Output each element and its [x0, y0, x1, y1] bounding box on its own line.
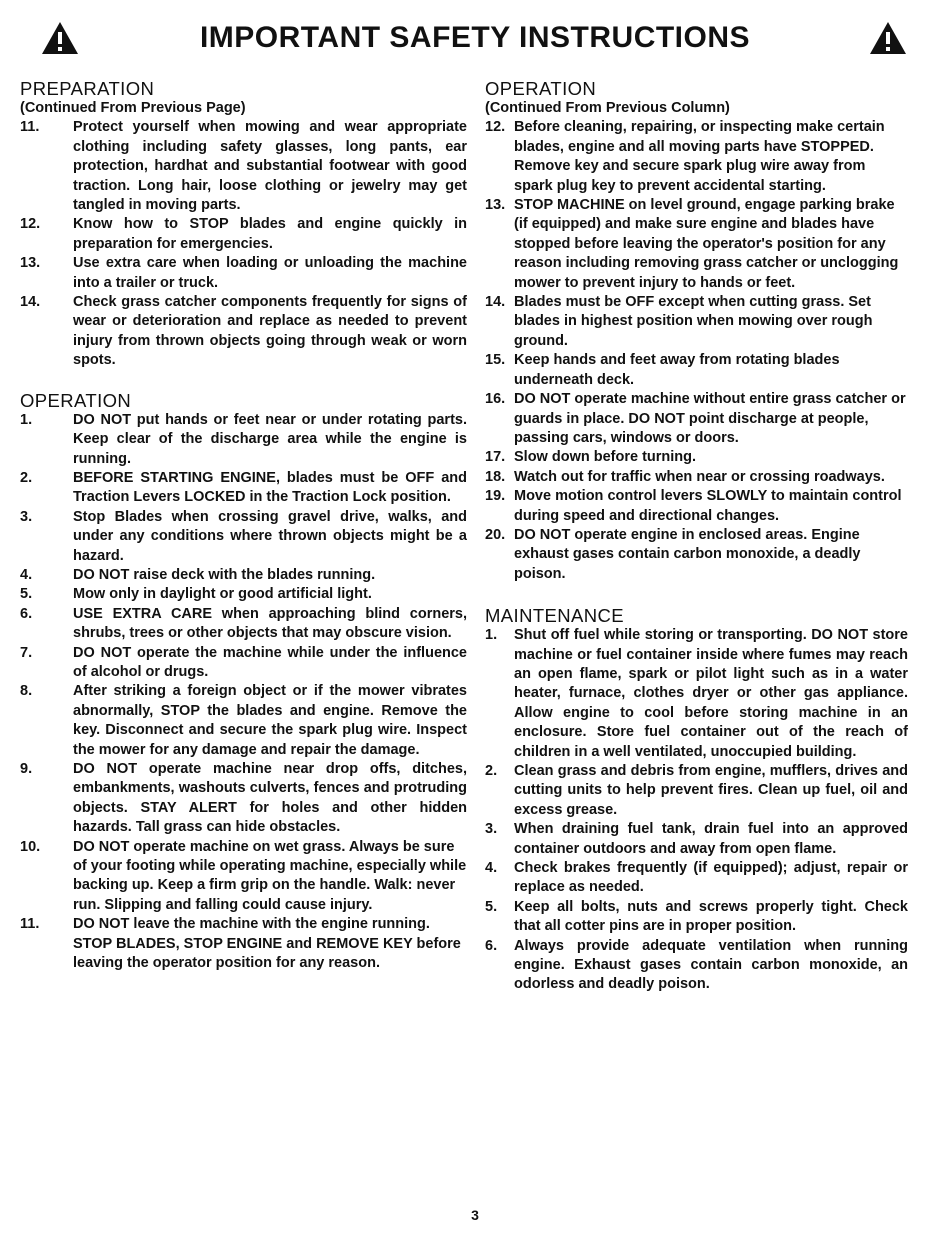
list-item: 14. Blades must be OFF except when cutting grass. Set blades in highest position when mowing over rough ground. — [485, 294, 873, 349]
list-item: 1. DO NOT put hands or feet near or under rotating parts. Keep clear of the discharge area while the engine is running. — [20, 411, 467, 467]
page-title: IMPORTANT SAFETY INSTRUCTIONS — [199, 21, 751, 54]
list-item: 14. Check grass catcher components frequently for signs of wear or deterioration and replace as needed to prevent injury from thrown objects going through weak or worn spots. — [20, 294, 467, 369]
operation-list-continued — [485, 118, 908, 584]
list-item: 3. Stop Blades when crossing gravel drive, walks, and under any conditions where thrown objects might be a hazard. — [20, 508, 467, 564]
list-item: 16. DO NOT operate machine without entire grass catcher or guards in place. DO NOT point discharge at people, passing cars, windows or doors. — [485, 391, 906, 446]
list-item: 4. Check brakes frequently (if equipped); adjust, repair or replace as needed. — [485, 860, 908, 896]
list-item: 17. Slow down before turning. — [485, 449, 697, 466]
list-item: 11. DO NOT leave the machine with the engine running. STOP BLADES, STOP ENGINE and REMOVE KEY before leaving the operator position for any reason. — [20, 916, 461, 972]
list-item: 5. Keep all bolts, nuts and screws properly tight. Check that all cotter pins are in proper position. — [485, 898, 908, 935]
section-subtitle: (Continued From Previous Page) — [20, 100, 246, 116]
list-item: 11. Protect yourself when mowing and wear appropriate clothing including safety glasses, long pants, ear protection, hardhat and substantial footwear with good traction. Long hair, loose clothing or jewelry may get tangled in moving parts. — [20, 119, 467, 214]
page-number: 3 — [471, 1207, 479, 1223]
left-column — [20, 78, 467, 973]
list-item: 2. Clean grass and debris from engine, mufflers, drives and cutting units to help prevent fires. Clean up fuel, oil and excess grease. — [485, 763, 908, 818]
warning-triangle-icon — [40, 20, 80, 56]
page-header — [0, 14, 950, 62]
list-item: 18. Watch out for traffic when near or crossing roadways. — [485, 468, 885, 485]
list-item: 1. Shut off fuel while storing or transporting. DO NOT store machine or fuel container inside where fumes may reach an open flame, spark or pilot light such as in a water heater, furnace, clothes dryer or other gas appliance. Allow engine to cool before storing machine in an enclosure. Store fuel container out of the reach of children in a well ventilated, unoccupied building. — [485, 627, 908, 760]
section-subtitle: (Continued From Previous Column) — [485, 100, 730, 116]
list-item: 12. Before cleaning, repairing, or inspecting make certain blades, engine and all moving parts have STOPPED. Remove key and secure spark plug wire away from spark plug key to prevent accidental starting. — [485, 119, 885, 194]
section-title-maintenance: MAINTENANCE — [485, 605, 625, 627]
list-item: 6. USE EXTRA CARE when approaching blind corners, shrubs, trees or other objects that may obscure vision. — [20, 605, 467, 642]
section-title-preparation: PREPARATION — [20, 78, 155, 99]
right-column — [485, 78, 908, 995]
list-item: 5. Mow only in daylight or good artificial light. — [20, 586, 372, 603]
section-title-operation: OPERATION — [20, 389, 132, 411]
operation-list — [20, 411, 467, 974]
list-item: 10. DO NOT operate machine on wet grass. Always be sure of your footing while operating machine, especially while backing up. Keep a firm grip on the handle. Walk: never run. Slipping and falling could cause injury. — [20, 838, 467, 913]
list-item: 12. Know how to STOP blades and engine quickly in preparation for emergencies. — [20, 216, 467, 252]
list-item: 4. DO NOT raise deck with the blades running. — [20, 566, 376, 583]
preparation-list — [20, 118, 467, 370]
warning-triangle-icon — [868, 20, 908, 56]
list-item: 7. DO NOT operate the machine while under the influence of alcohol or drugs. — [20, 644, 467, 680]
list-item: 3. When draining fuel tank, drain fuel into an approved container outdoors and away from open flame. — [485, 821, 908, 857]
list-item: 9. DO NOT operate machine near drop offs, ditches, embankments, washouts culverts, fences and protruding objects. STAY ALERT for holes and other hidden hazards. Tall grass can hide obstacles. — [20, 761, 467, 836]
list-item: 15. Keep hands and feet away from rotating blades underneath deck. — [485, 352, 840, 388]
section-title-operation: OPERATION — [485, 78, 597, 99]
list-item: 13. STOP MACHINE on level ground, engage parking brake (if equipped) and make sure engine and blades have stopped before leaving the operator's position for any reason including removing grass catcher or unclogging mower to prevent injury to hands or feet. — [485, 197, 899, 291]
list-item: 19. Move motion control levers SLOWLY to maintain control during speed and directional changes. — [485, 488, 902, 524]
maintenance-list — [485, 626, 908, 995]
list-item: 13. Use extra care when loading or unloading the machine into a trailer or truck. — [20, 255, 467, 291]
list-item: 20. DO NOT operate engine in enclosed areas. Engine exhaust gases contain carbon monoxide, a deadly poison. — [485, 526, 861, 582]
list-item: 6. Always provide adequate ventilation when running engine. Exhaust gases contain carbon monoxide, an odorless and deadly poison. — [485, 937, 908, 993]
list-item: 2. BEFORE STARTING ENGINE, blades must be OFF and Traction Levers LOCKED in the Traction Lock position. — [20, 469, 467, 506]
list-item: 8. After striking a foreign object or if the mower vibrates abnormally, STOP the blades and engine. Remove the key. Disconnect and secure the spark plug wire. Inspect the mower for any damage and repair the damage. — [20, 683, 467, 758]
